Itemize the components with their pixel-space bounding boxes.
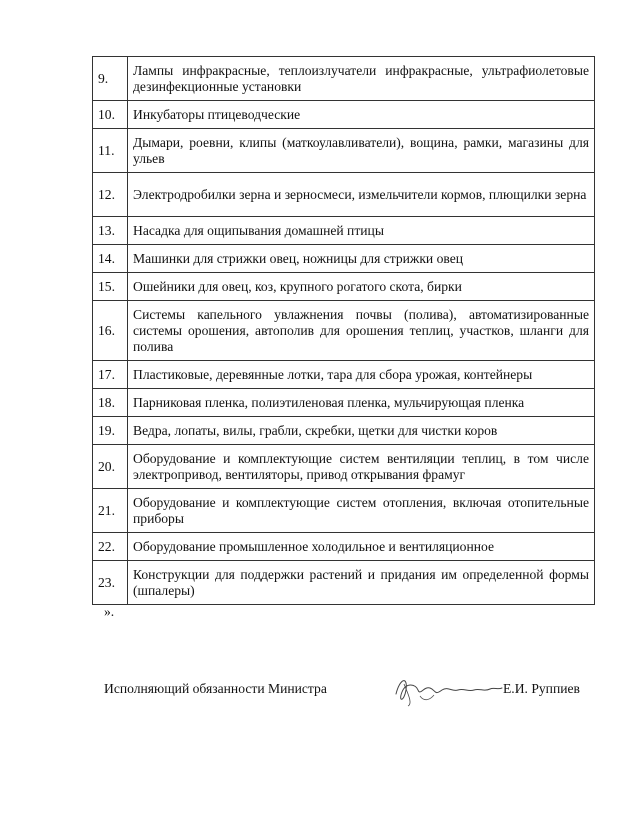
row-number: 19. bbox=[93, 417, 128, 445]
table-row bbox=[93, 445, 595, 489]
closing-quote: ». bbox=[104, 604, 115, 619]
signer-title: Исполняющий обязанности Министра bbox=[104, 681, 327, 696]
row-text: Лампы инфракрасные, теплоизлучатели инфракрасные, ультрафиолетовые дезинфекционные установки bbox=[128, 57, 595, 101]
row-number: 13. bbox=[93, 217, 128, 245]
row-text: Машинки для стрижки овец, ножницы для стрижки овец bbox=[128, 245, 595, 273]
row-number: 17. bbox=[93, 361, 128, 389]
handwritten-signature bbox=[390, 668, 510, 708]
table-row bbox=[93, 273, 595, 301]
row-text: Пластиковые, деревянные лотки, тара для сбора урожая, контейнеры bbox=[128, 361, 595, 389]
table-row bbox=[93, 561, 595, 605]
row-text: Электродробилки зерна и зерносмеси, измельчители кормов, плющилки зерна bbox=[128, 173, 595, 217]
signer-name: Е.И. Руппиев bbox=[503, 681, 580, 696]
table-row bbox=[93, 173, 595, 217]
row-text: Оборудование и комплектующие систем вентиляции теплиц, в том числе электропривод, вентиляторы, привод открывания фрамуг bbox=[128, 445, 595, 489]
row-text: Ошейники для овец, коз, крупного рогатого скота, бирки bbox=[128, 273, 595, 301]
table-row bbox=[93, 57, 595, 101]
row-text: Оборудование промышленное холодильное и вентиляционное bbox=[128, 533, 595, 561]
row-number: 20. bbox=[93, 445, 128, 489]
row-number: 10. bbox=[93, 101, 128, 129]
row-text: Дымари, роевни, клипы (маткоулавливатели), вощина, рамки, магазины для ульев bbox=[128, 129, 595, 173]
row-number: 18. bbox=[93, 389, 128, 417]
row-text: Парниковая пленка, полиэтиленовая пленка, мульчирующая пленка bbox=[128, 389, 595, 417]
row-number: 12. bbox=[93, 173, 128, 217]
table-row bbox=[93, 101, 595, 129]
row-number: 11. bbox=[93, 129, 128, 173]
row-text: Конструкции для поддержки растений и придания им определенной формы (шпалеры) bbox=[128, 561, 595, 605]
row-number: 15. bbox=[93, 273, 128, 301]
row-number: 23. bbox=[93, 561, 128, 605]
table-row bbox=[93, 533, 595, 561]
row-text: Оборудование и комплектующие систем отопления, включая отопительные приборы bbox=[128, 489, 595, 533]
table-row bbox=[93, 389, 595, 417]
table-row bbox=[93, 301, 595, 361]
table-row bbox=[93, 217, 595, 245]
table-row bbox=[93, 129, 595, 173]
row-text: Системы капельного увлажнения почвы (полива), автоматизированные системы орошения, автополив для орошения теплиц, участков, шланги для полива bbox=[128, 301, 595, 361]
items-table bbox=[92, 56, 595, 605]
row-number: 21. bbox=[93, 489, 128, 533]
table-row bbox=[93, 361, 595, 389]
table-row bbox=[93, 417, 595, 445]
row-number: 22. bbox=[93, 533, 128, 561]
row-number: 14. bbox=[93, 245, 128, 273]
row-number: 16. bbox=[93, 301, 128, 361]
row-text: Инкубаторы птицеводческие bbox=[128, 101, 595, 129]
row-text: Ведра, лопаты, вилы, грабли, скребки, щетки для чистки коров bbox=[128, 417, 595, 445]
table-row bbox=[93, 245, 595, 273]
table-row bbox=[93, 489, 595, 533]
row-text: Насадка для ощипывания домашней птицы bbox=[128, 217, 595, 245]
row-number: 9. bbox=[93, 57, 128, 101]
